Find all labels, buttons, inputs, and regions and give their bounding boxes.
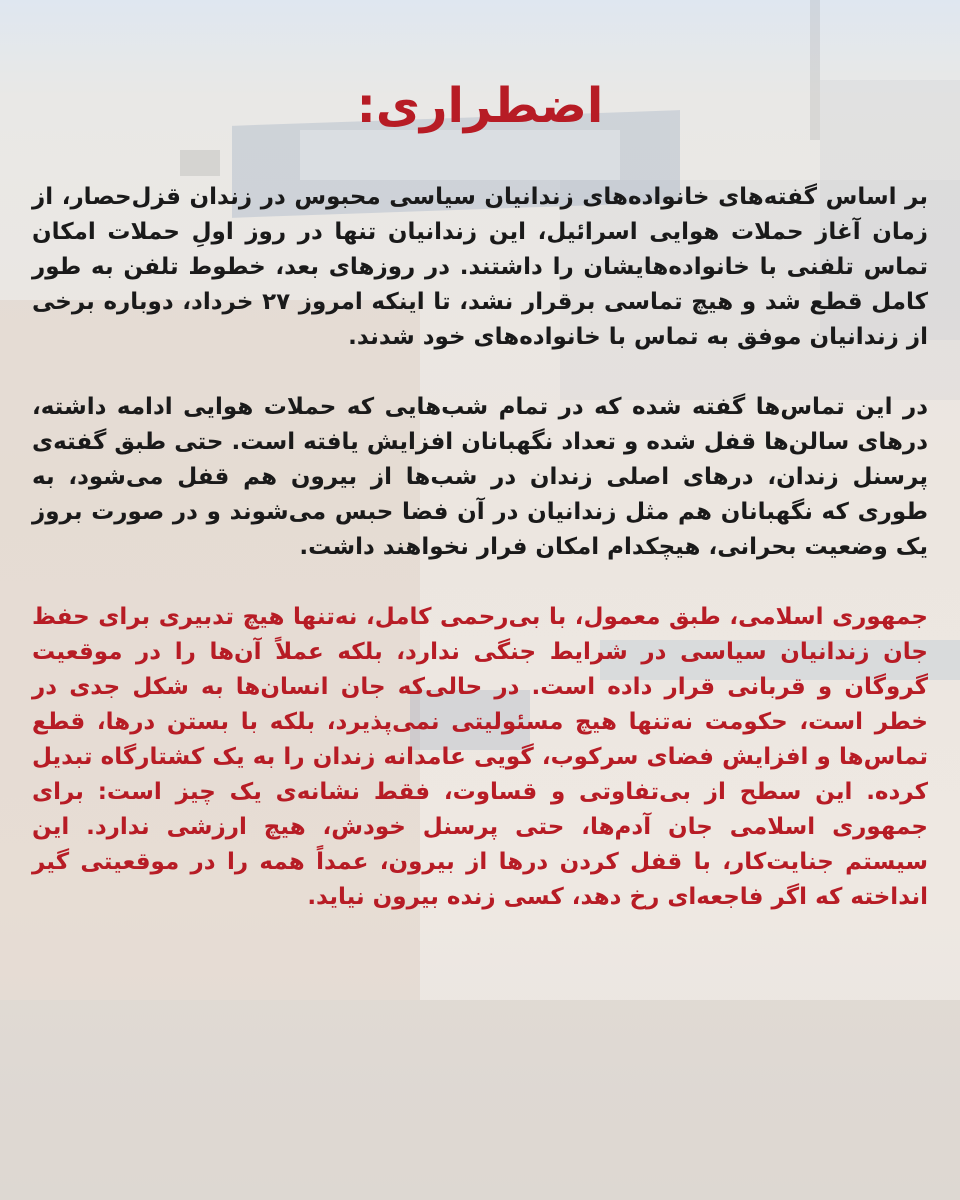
paragraph-calls-report: در این تماس‌ها گفته شده که در تمام شب‌هایی که حملات هوایی ادامه داشته، درهای سالن‌ها قفل شده و تعداد نگهبانان افزایش یافته است. حتی طبق گفته‌ی پرسنل زندان، درهای اصلی زندان در شب‌ها از بیرون هم قفل می‌شود، به طوری که نگهبانان هم مثل زندانیان در آن فضا حبس می‌شوند و در صورت بروز یک وضعیت بحرانی، هیچکدام امکان فرار نخواهند داشت.: [32, 394, 928, 560]
paragraph-condemnation: جمهوری اسلامی، طبق معمول، با بی‌رحمی کامل، نه‌تنها هیچ تدبیری برای حفظ جان زندانیان سیاسی در شرایط جنگی ندارد، بلکه عملاً آن‌ها را در موقعیت گروگان و قربانی قرار داده است. در حالی‌که جان انسان‌ها به شکل جدی در خطر است، حکومت نه‌تنها هیچ مسئولیتی نمی‌پذیرد، بلکه با بستن درها، قطع تماس‌ها و افزایش فضای سرکوب، گویی عامدانه زندان را به یک کشتارگاه تبدیل کرده. این سطح از بی‌تفاوتی و قساوت، فقط نشانه‌ی یک چیز است: برای جمهوری اسلامی جان آدم‌ها، حتی پرسنل خودش، هیچ ارزشی ندارد. این سیستم جنایت‌کار، با قفل کردن درها از بیرون، عمداً همه را در موقعیتی گیر انداخته که اگر فاجعه‌ای رخ دهد، کسی زنده بیرون نیاید.: [32, 604, 928, 910]
page-title: اضطراری:: [356, 78, 604, 134]
paragraph-background: بر اساس گفته‌های خانواده‌های زندانیان سیاسی محبوس در زندان قزل‌حصار، از زمان آغاز حملات هوایی اسرائیل، این زندانیان تنها در روز اولِ حملات امکان تماس تلفنی با خانواده‌هایشان را داشتند. در روزهای بعد، خطوط تلفن به طور کامل قطع شد و هیچ تماسی برقرار نشد، تا اینکه امروز ۲۷ خرداد، دوباره برخی از زندانیان موفق به تماس با خانواده‌های خود شدند.: [32, 184, 928, 350]
background-ground: [0, 1000, 960, 1200]
text-content: [32, 70, 928, 915]
